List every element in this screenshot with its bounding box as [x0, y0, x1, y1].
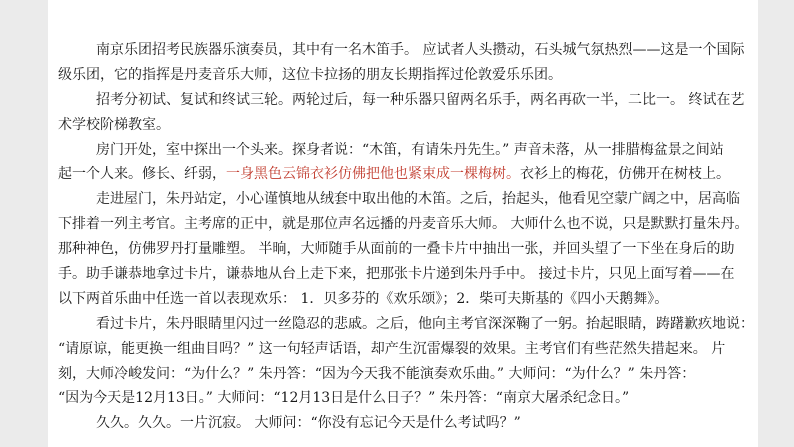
text-line: 以下两首乐曲中任选一首以表现欢乐： 1．贝多芬的《欢乐颂》；2．柴可夫斯基的《四小天鹅舞》。	[58, 290, 669, 307]
right-margin-bar	[758, 0, 794, 447]
text-line: 术学校阶梯教室。	[58, 116, 170, 133]
highlighted-sentence: 一身黑色云锦衣衫仿佛把他也紧束成一棵梅树。	[226, 166, 520, 183]
text-segment: 起一个人来。修长、纤弱，	[58, 166, 226, 183]
text-segment: 衣衫上的梅花，仿佛开在树枝上。	[520, 166, 730, 183]
text-line: 久久。久久。一片沉寂。 大师问：“你没有忘记今天是什么考试吗？”	[96, 415, 521, 432]
text-line: 手。助手谦恭地拿过卡片，谦恭地从台上走下来，把那张卡片递到朱丹手中。 接过卡片，只见上面写着——在	[58, 266, 735, 283]
text-line: 走进屋门，朱丹站定，小心谨慎地从绒套中取出他的木笛。之后，抬起头，他看见空蒙广阔之中，居高临	[96, 191, 740, 208]
text-line: 南京乐团招考民族器乐演奏员，其中有一名木笛手。 应试者人头攒动，石头城气氛热烈——这是一个国际	[96, 42, 745, 58]
text-line: 刻，大师冷峻发问：“为什么？” 朱丹答：“因为今天我不能演奏欢乐曲。” 大师问：“为什么？” 朱丹答：	[58, 365, 696, 382]
text-line: 房门开处，室中探出一个头来。探身者说：“木笛，有请朱丹先生。” 声音未落，从一排腊梅盆景之间站	[96, 141, 724, 158]
document-body	[58, 38, 758, 436]
text-line: 那种神色，仿佛罗丹打量雕塑。 半晌，大师随手从面前的一叠卡片中抽出一张，并回头望了一下坐在身后的助	[58, 241, 735, 258]
text-line: “因为今天是12月13日。” 大师问：“12月13日是什么日子？” 朱丹答：“南京大屠杀纪念日。”	[58, 390, 630, 407]
text-line: “请原谅，能更换一组曲目吗？” 这一句轻声话语，却产生沉雷爆裂的效果。主考官们有些茫然失措起来。 片	[58, 340, 726, 357]
left-margin-bar	[0, 0, 48, 447]
text-line-highlighted	[58, 162, 758, 187]
text-line: 看过卡片，朱丹眼睛里闪过一丝隐忍的悲戚。之后，他向主考官深深鞠了一躬。抬起眼睛，踌躇歉疚地说：	[96, 315, 754, 332]
text-line: 招考分初试、复试和终试三轮。两轮过后，每一种乐器只留两名乐手，两名再砍一半，二比一。 终试在艺	[96, 91, 745, 108]
text-line: 下排着一列主考官。主考席的正中，就是那位声名远播的丹麦音乐大师。 大师什么也不说，只是默默打量朱丹。	[58, 216, 749, 233]
text-line: 级乐团，它的指挥是丹麦音乐大师，这位卡拉扬的朋友长期指挥过伦敦爱乐乐团。	[58, 66, 562, 83]
